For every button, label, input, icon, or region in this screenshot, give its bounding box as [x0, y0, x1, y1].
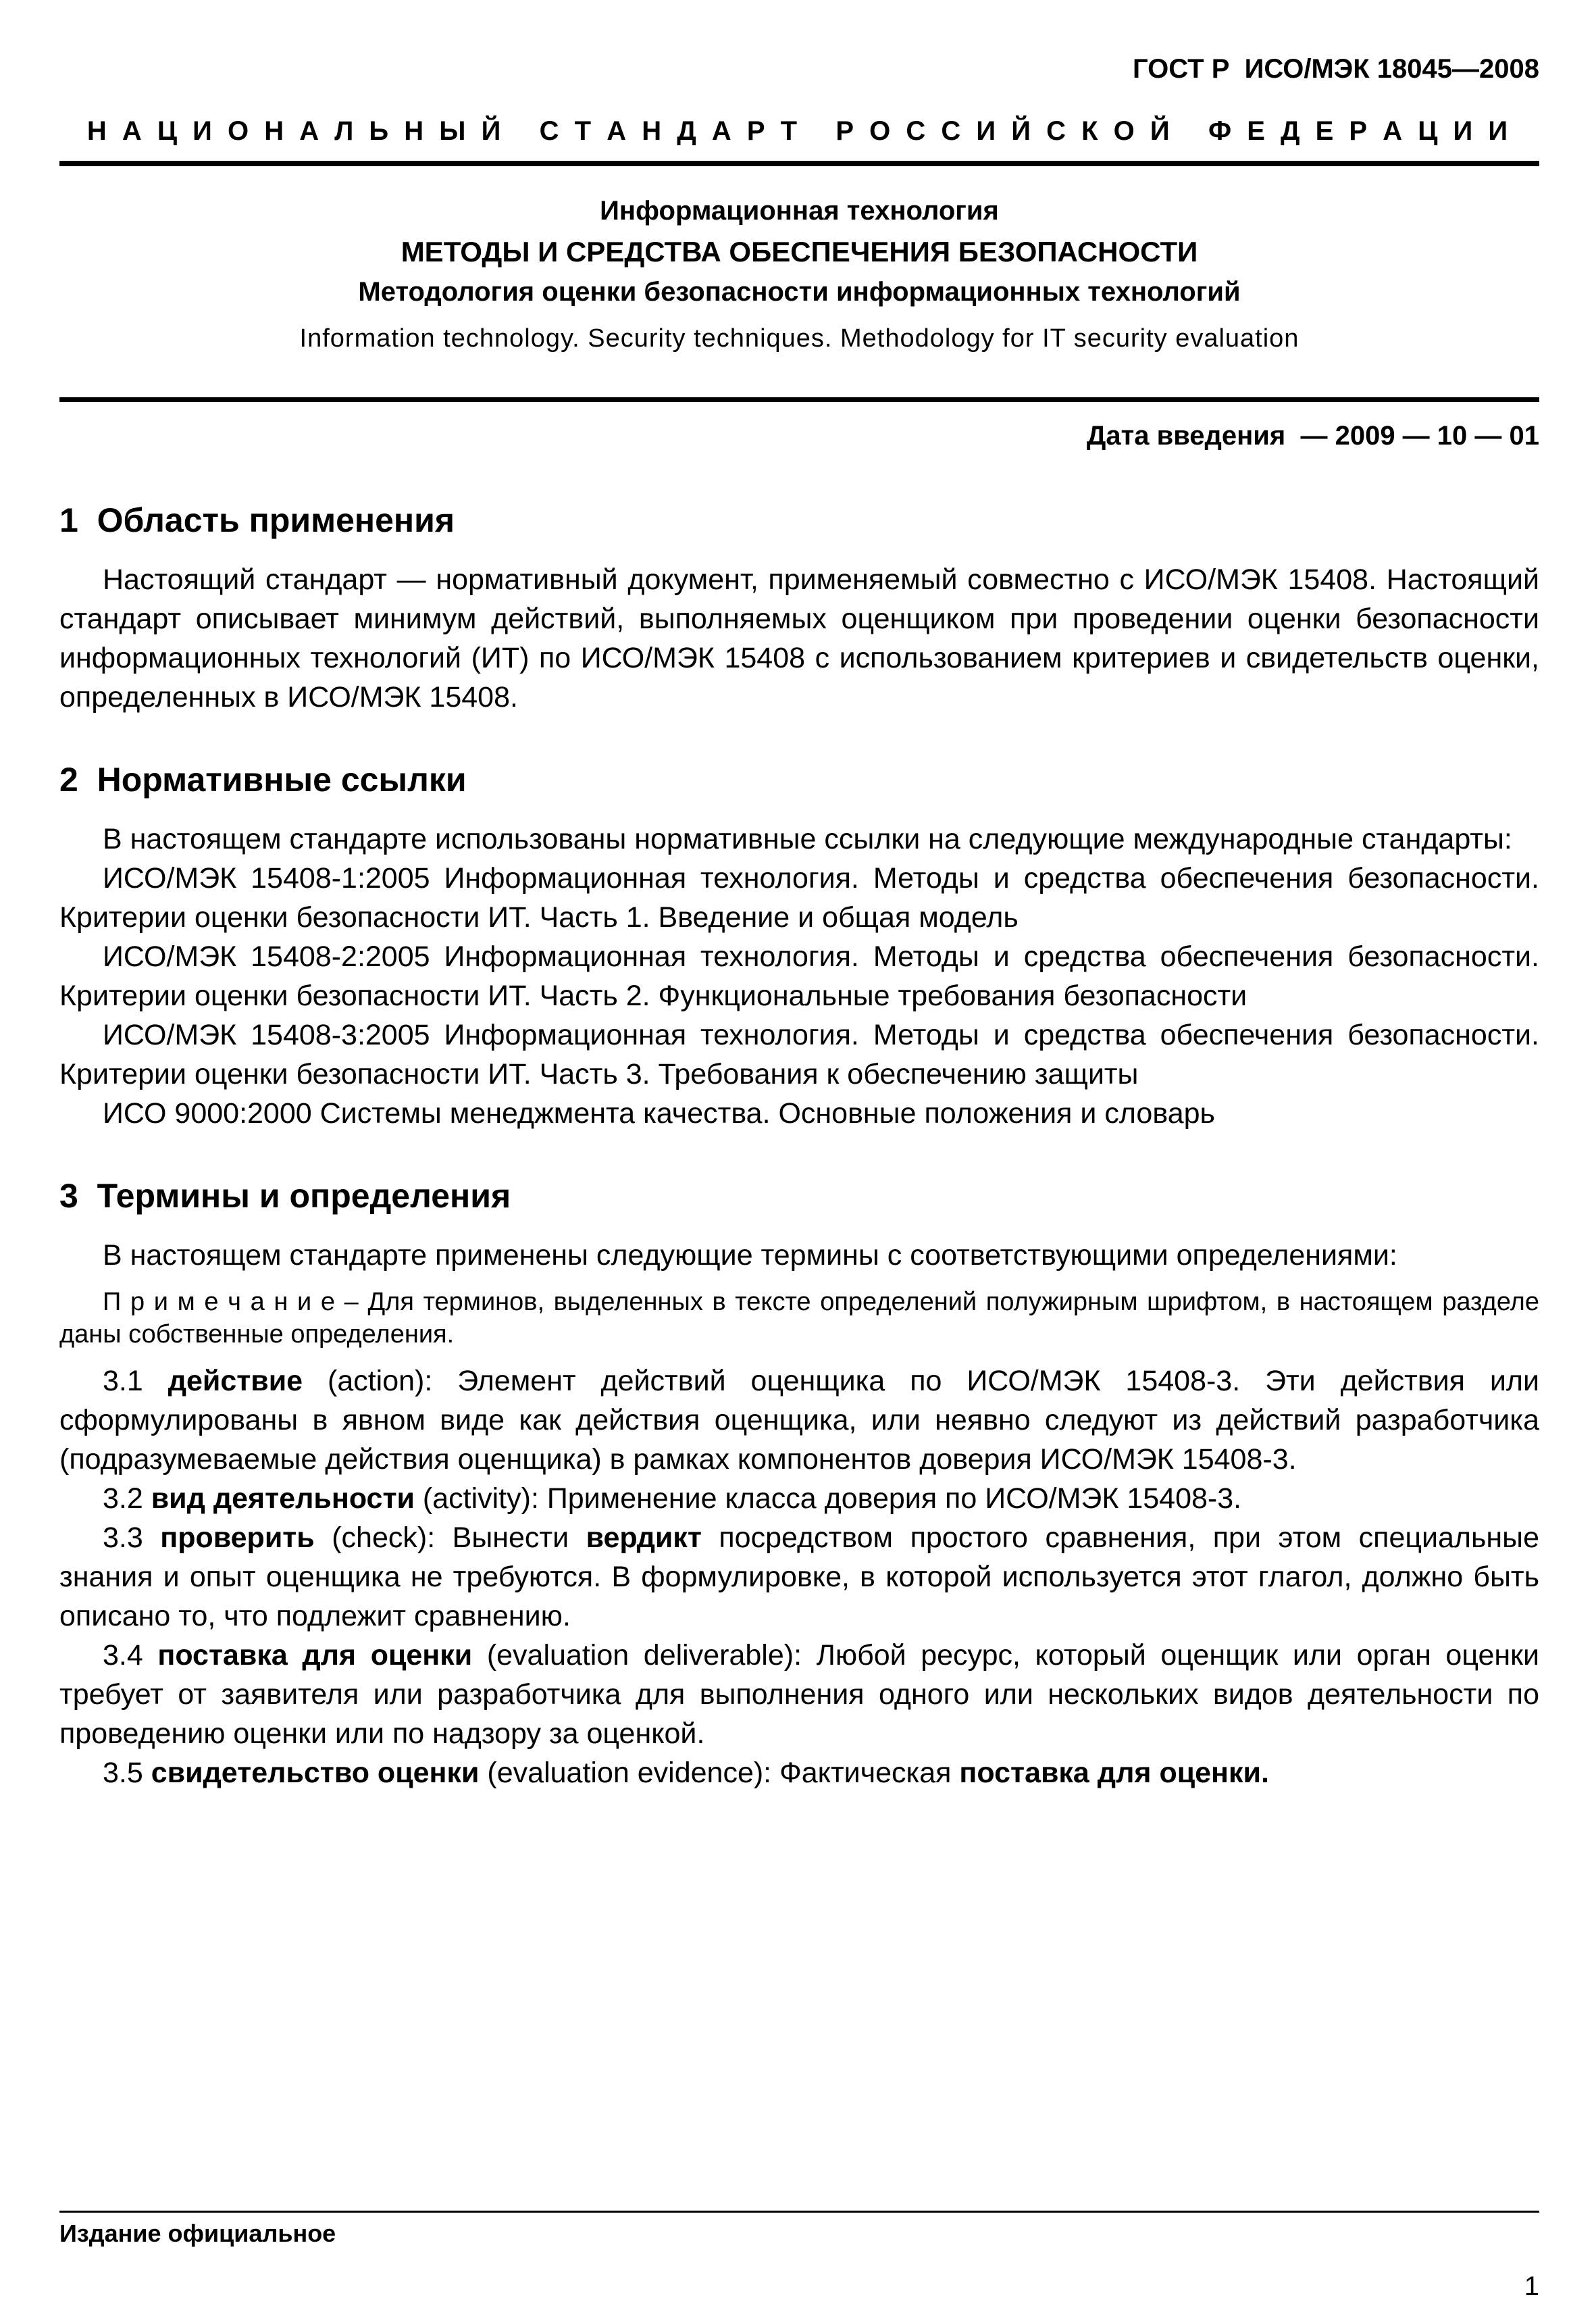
- standard-type-banner: Н А Ц И О Н А Л Ь Н Ы Й С Т А Н Д А Р Т Р О С С И Й С К О Й Ф Е Д Е Р А Ц И И: [86, 116, 1512, 146]
- section-3-note: П р и м е ч а н и е – Для терминов, выделенных в тексте определений полужирным шрифтом, в настоящем разделе даны собственные определения.: [59, 1288, 1539, 1349]
- subtitle: Методология оценки безопасности информационных технологий: [358, 277, 1241, 307]
- title-divider: [59, 397, 1539, 402]
- section-1-paragraph: Настоящий стандарт — нормативный документ, применяемый совместно с ИСО/МЭК 15408. Настоящий стандарт описывает минимум действий, выполняемых оценщиком при проведении оценки безопасности информационных технологий (ИТ) по ИСО/МЭК 15408 с использованием критериев и свидетельств оценки, определенных в ИСО/МЭК 15408.: [59, 563, 1539, 713]
- top-divider: [59, 161, 1539, 166]
- term-3-5: 3.5 свидетельство оценки (evaluation evidence): Фактическая поставка для оценки.: [103, 1757, 1269, 1789]
- page-number: 1: [1524, 2271, 1539, 2301]
- term-3-4: 3.4 поставка для оценки (evaluation deliverable): Любой ресурс, который оценщик или орган оценки требует от заявителя или разработчика для выполнения одного или нескольких видов деятельности по проведению оценки или по надзору за оценкой.: [59, 1639, 1539, 1750]
- title-block: [59, 195, 1539, 354]
- footer-divider: [59, 2211, 1539, 2213]
- reference-item-1: ИСО/МЭК 15408-1:2005 Информационная технология. Методы и средства обеспечения безопасности. Критерии оценки безопасности ИТ. Часть 1. Введение и общая модель: [59, 862, 1539, 934]
- page-footer: [59, 2211, 1539, 2314]
- english-title: Information technology. Security techniques. Methodology for IT security evaluation: [299, 324, 1299, 353]
- introduction-date: Дата введения — 2009 — 10 — 01: [1086, 421, 1539, 451]
- edition-note: Издание официальное: [59, 2219, 336, 2247]
- term-3-1: 3.1 действие (action): Элемент действий оценщика по ИСО/МЭК 15408-3. Эти действия или сформулированы в явном виде как действия оценщика, или неявно следуют из действий разработчика (подразумеваемые действия оценщика) в рамках компонентов доверия ИСО/МЭК 15408-3.: [59, 1365, 1539, 1476]
- subject-title: Информационная технология: [600, 196, 999, 226]
- section-2-heading: 2 Нормативные ссылки: [59, 761, 467, 799]
- section-1-heading: 1 Область применения: [59, 501, 455, 539]
- term-3-2: 3.2 вид деятельности (activity): Применение класса доверия по ИСО/МЭК 15408-3.: [103, 1482, 1242, 1515]
- main-title: МЕТОДЫ И СРЕДСТВА ОБЕСПЕЧЕНИЯ БЕЗОПАСНОСТИ: [401, 236, 1198, 268]
- doc-number: ГОСТ Р ИСО/МЭК 18045—2008: [1133, 54, 1539, 84]
- section-3-heading: 3 Термины и определения: [59, 1177, 511, 1215]
- section-2-intro: В настоящем стандарте использованы нормативные ссылки на следующие международные стандарты:: [103, 823, 1512, 855]
- reference-item-3: ИСО/МЭК 15408-3:2005 Информационная технология. Методы и средства обеспечения безопасности. Критерии оценки безопасности ИТ. Часть 3. Требования к обеспечению защиты: [59, 1019, 1539, 1090]
- reference-item-4: ИСО 9000:2000 Системы менеджмента качества. Основные положения и словарь: [103, 1097, 1215, 1130]
- reference-item-2: ИСО/МЭК 15408-2:2005 Информационная технология. Методы и средства обеспечения безопасности. Критерии оценки безопасности ИТ. Часть 2. Функциональные требования безопасности: [59, 940, 1539, 1012]
- section-3-intro: В настоящем стандарте применены следующие термины с соответствующими определениями:: [103, 1239, 1397, 1272]
- term-3-3: 3.3 проверить (check): Вынести вердикт посредством простого сравнения, при этом специальные знания и опыт оценщика не требуются. В формулировке, в которой используется этот глагол, должно быть описано то, что подлежит сравнению.: [59, 1521, 1539, 1632]
